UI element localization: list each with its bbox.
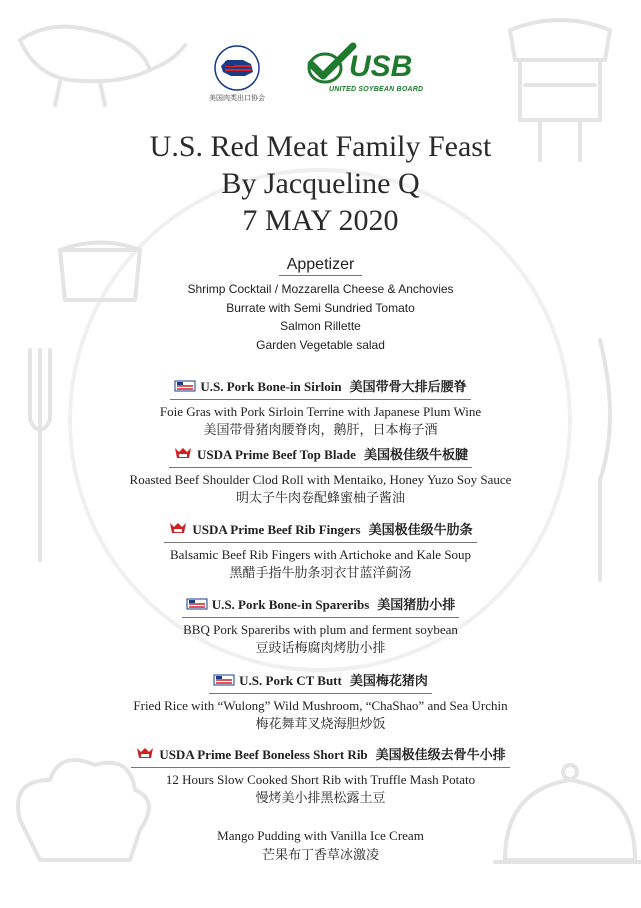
course-description-cn: 美国带骨猪肉腰脊肉，鹅肝，日本梅子酒 — [203, 423, 438, 438]
course-description: Balsamic Beef Rib Fingers with Artichoke and Kale Soup — [169, 547, 472, 562]
pork-logo-icon — [174, 379, 196, 397]
course-description-cn: 梅花舞茸叉烧海胆炒饭 — [255, 717, 386, 732]
course-heading — [131, 744, 509, 768]
course-name-cn: 美国梅花猪肉 — [349, 674, 428, 689]
beef-logo-icon — [168, 520, 188, 540]
course-name: USDA Prime Beef Boneless Short Rib — [159, 747, 368, 762]
usb-checkmark-icon — [305, 42, 423, 88]
course-description-cn: 明太子牛肉卷配蜂蜜柚子酱油 — [235, 491, 405, 506]
course-description-cn: 黑醋手指牛肋条羽衣甘蓝洋蓟汤 — [229, 566, 412, 581]
beef-logo-icon — [135, 745, 155, 765]
appetizer-item: Burrate with Semi Sundried Tomato — [226, 300, 415, 315]
course-description: Roasted Beef Shoulder Clod Roll with Mentaiko, Honey Yuzo Soy Sauce — [129, 472, 512, 487]
appetizer-heading: Appetizer — [279, 256, 363, 276]
course-name: USDA Prime Beef Rib Fingers — [192, 522, 361, 537]
course-description-cn: 豆豉话梅腐肉烤肋小排 — [255, 641, 386, 656]
course-name: U.S. Pork Bone-in Sirloin — [200, 379, 342, 394]
course-name: U.S. Pork Bone-in Spareribs — [211, 597, 370, 612]
course-name-cn: 美国极佳级牛肋条 — [368, 523, 473, 538]
course-description: BBQ Pork Spareribs with plum and ferment soybean — [183, 622, 458, 637]
pork-logo-icon — [213, 673, 235, 691]
course-heading — [164, 519, 476, 543]
course-name: USDA Prime Beef Top Blade — [197, 447, 356, 462]
dessert-name-cn: 芒果布丁香草冰激凌 — [261, 848, 379, 863]
usmef-emblem-icon — [207, 44, 267, 92]
course-description: 12 Hours Slow Cooked Short Rib with Truffle Mash Potato — [165, 772, 476, 787]
course-name-cn: 美国带骨大排后腰脊 — [349, 380, 467, 395]
course-description: Foie Gras with Pork Sirloin Terrine with Japanese Plum Wine — [159, 404, 482, 419]
course-pork-spareribs — [0, 594, 641, 658]
title-line-1: U.S. Red Meat Family Feast — [149, 130, 492, 163]
course-heading — [209, 670, 432, 694]
course-name-cn: 美国极佳级去骨牛小排 — [375, 748, 506, 763]
title-line-3: 7 MAY 2020 — [242, 204, 399, 237]
appetizer-item: Shrimp Cocktail / Mozzarella Cheese & Anchovies — [187, 282, 454, 296]
course-description-cn: 慢烤美小排黑松露土豆 — [255, 791, 386, 806]
usb-caption: UNITED SOYBEAN BOARD — [329, 86, 424, 93]
dessert-name: Mango Pudding with Vanilla Ice Cream — [217, 828, 424, 843]
appetizer-item: Salmon Rillette — [280, 319, 361, 333]
course-beef-short-rib — [0, 744, 641, 808]
usb-wordmark: USB — [349, 50, 413, 83]
usmef-caption: 美国肉类出口协会 — [209, 94, 265, 102]
course-description: Fried Rice with “Wulong” Wild Mushroom, “ChaShao” and Sea Urchin — [133, 698, 508, 713]
pork-logo-icon — [186, 597, 208, 615]
appetizer-section — [0, 256, 641, 354]
menu-title — [0, 128, 641, 239]
course-heading — [170, 376, 470, 400]
beef-logo-icon — [173, 445, 193, 465]
course-pork-sirloin — [0, 376, 641, 440]
course-name-cn: 美国极佳级牛板腱 — [363, 448, 468, 463]
course-pork-ct-butt — [0, 670, 641, 734]
title-line-2: By Jacqueline Q — [221, 167, 420, 200]
dessert-section — [0, 826, 641, 866]
course-name: U.S. Pork CT Butt — [239, 673, 342, 688]
appetizer-item: Garden Vegetable salad — [256, 337, 385, 352]
course-beef-top-blade — [0, 444, 641, 508]
course-heading — [182, 594, 460, 618]
usmef-logo — [200, 44, 274, 108]
course-beef-rib-fingers — [0, 519, 641, 583]
course-name-cn: 美国猪肋小排 — [377, 598, 456, 613]
course-heading — [169, 444, 472, 468]
sponsor-logos — [0, 40, 641, 110]
usb-logo — [305, 42, 423, 102]
